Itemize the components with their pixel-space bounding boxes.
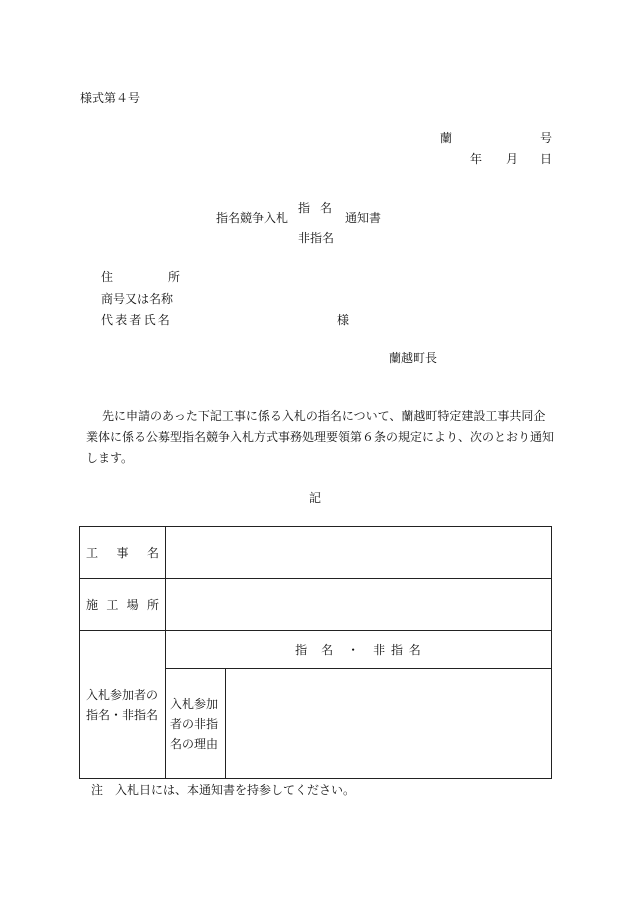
- representative-label: 代表者氏名: [101, 313, 173, 327]
- title-suffix: 通知書: [345, 211, 382, 225]
- note: 注 入札日には、本通知書を持参してください。: [91, 783, 356, 797]
- work-name-value: [166, 527, 552, 579]
- address-label: 住 所: [101, 270, 181, 284]
- title-option-not-designated: 非指名: [298, 231, 335, 245]
- honorific: 様: [337, 313, 350, 327]
- date-month: 月: [506, 152, 519, 166]
- form-number: 様式第４号: [80, 91, 141, 105]
- date-day: 日: [539, 152, 552, 166]
- participant-label: 入札参加者の指名・非指名: [80, 631, 166, 779]
- issuer-stamp: 蘭: [440, 131, 453, 145]
- status-header: 指 名 ・ 非 指 名: [166, 631, 552, 669]
- table-row-work-name: [80, 527, 552, 579]
- date-year: 年: [470, 152, 483, 166]
- company-name-label: 商号又は名称: [101, 292, 174, 306]
- site-label: 施 工 場 所: [80, 579, 166, 631]
- ki-heading: 記: [309, 491, 322, 505]
- issuer-name: 蘭越町長: [389, 351, 438, 365]
- title-option-designated: 指名: [298, 201, 343, 215]
- number-suffix: 号: [539, 131, 552, 145]
- table-row-status-header: [80, 631, 552, 669]
- reason-label: 入札参加者の非指名の理由: [166, 669, 226, 779]
- title-prefix: 指名競争入札: [216, 211, 289, 225]
- site-value: [166, 579, 552, 631]
- body-text: 先に申請のあった下記工事に係る入札の指名について、蘭越町特定建設工事共同企業体に係る公募型指名競争入札方式事務処理要領第６条の規定により、次のとおり通知します。: [86, 409, 555, 465]
- notice-table: [79, 526, 552, 779]
- work-name-label: 工 事 名: [80, 527, 166, 579]
- reason-value: [226, 669, 552, 779]
- table-row-site: [80, 579, 552, 631]
